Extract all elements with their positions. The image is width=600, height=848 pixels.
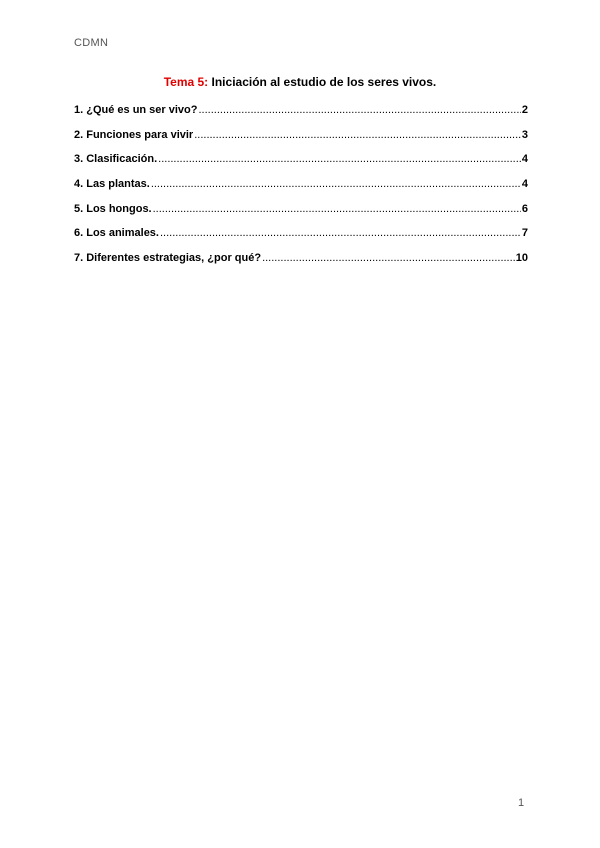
toc-leader-dots bbox=[262, 252, 515, 264]
toc-entry-label: 2. Funciones para vivir bbox=[74, 128, 194, 141]
toc-entry-3[interactable] bbox=[74, 153, 528, 178]
toc-entry-label: 4. Las plantas. bbox=[74, 178, 150, 191]
toc-entry-7[interactable] bbox=[74, 252, 528, 277]
toc-entry-page: 4 bbox=[521, 178, 528, 191]
toc-entry-page: 6 bbox=[521, 202, 528, 215]
page-number: 1 bbox=[518, 797, 525, 809]
page-title bbox=[0, 75, 600, 89]
header-text: CDMN bbox=[74, 37, 109, 49]
title-main: Iniciación al estudio de los seres vivos. bbox=[211, 75, 437, 89]
toc-entry-1[interactable] bbox=[74, 104, 528, 129]
toc-entry-label: 1. ¿Qué es un ser vivo? bbox=[74, 104, 198, 116]
toc-entry-page: 2 bbox=[521, 104, 528, 116]
title-prefix: Tema 5: bbox=[163, 75, 209, 89]
toc-entry-label: 6. Los animales. bbox=[74, 227, 159, 240]
toc-leader-dots bbox=[151, 178, 521, 190]
toc-leader-dots bbox=[153, 203, 521, 215]
toc-leader-dots bbox=[194, 129, 521, 141]
toc-entry-page: 3 bbox=[521, 128, 528, 141]
table-of-contents bbox=[74, 104, 528, 277]
toc-entry-4[interactable] bbox=[74, 178, 528, 203]
toc-leader-dots bbox=[199, 104, 521, 116]
toc-entry-page: 10 bbox=[515, 252, 528, 265]
toc-entry-2[interactable] bbox=[74, 129, 528, 154]
toc-entry-label: 7. Diferentes estrategias, ¿por qué? bbox=[74, 252, 262, 265]
toc-entry-label: 5. Los hongos. bbox=[74, 202, 152, 215]
toc-leader-dots bbox=[160, 227, 521, 239]
toc-entry-label: 3. Clasificación. bbox=[74, 153, 158, 166]
toc-entry-page: 4 bbox=[521, 153, 528, 166]
toc-entry-page: 7 bbox=[521, 227, 528, 240]
toc-entry-5[interactable] bbox=[74, 203, 528, 228]
toc-leader-dots bbox=[158, 153, 521, 165]
toc-entry-6[interactable] bbox=[74, 227, 528, 252]
